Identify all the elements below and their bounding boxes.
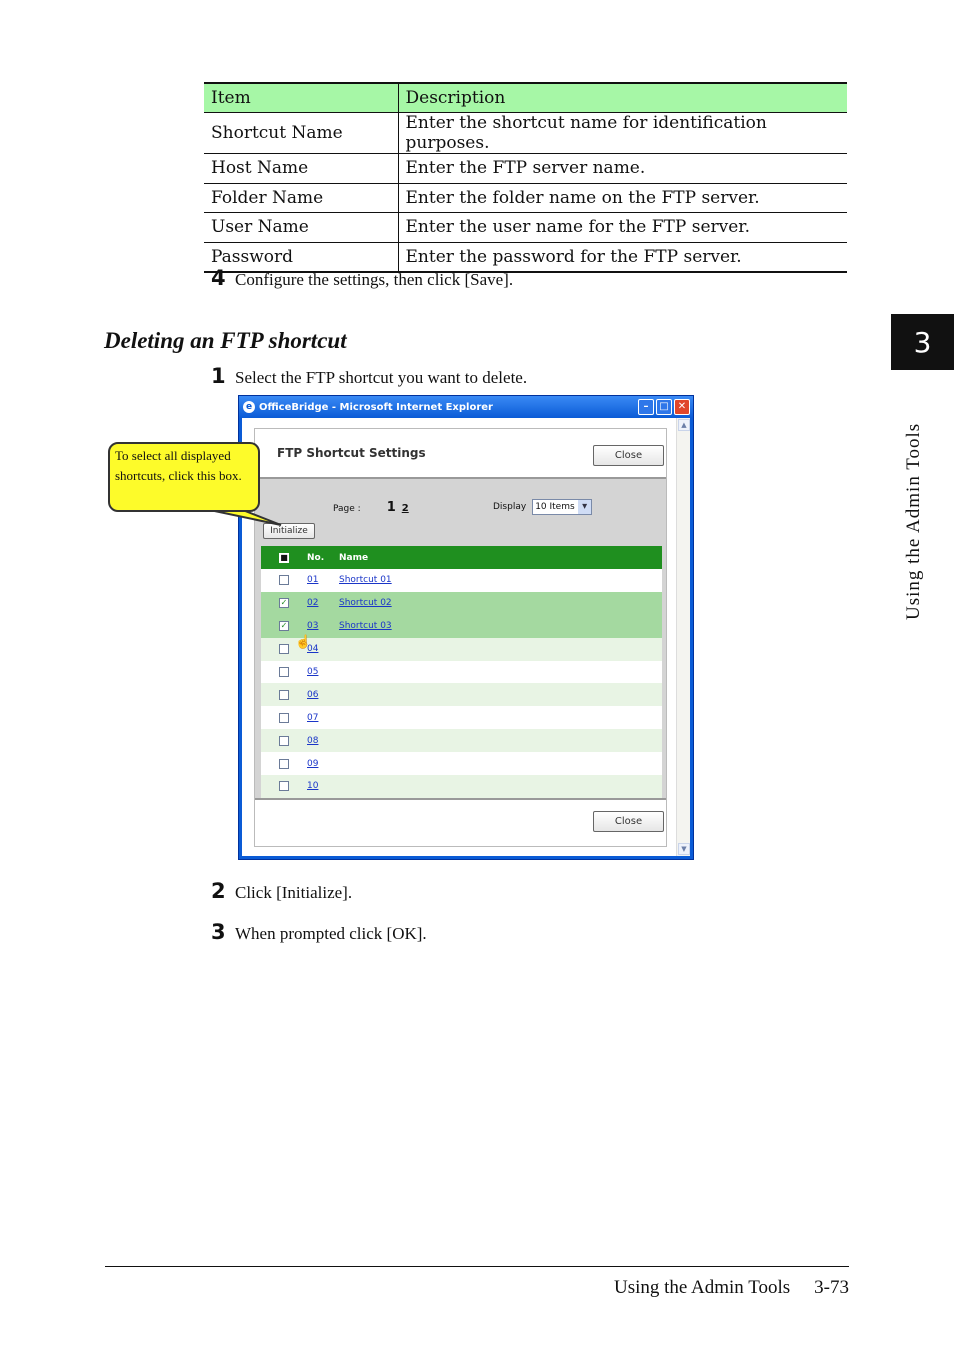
col-name: Name	[339, 552, 369, 563]
callout-note: To select all displayed shortcuts, click this box.	[108, 442, 260, 512]
row-checkbox[interactable]	[279, 690, 289, 700]
list-item	[261, 569, 662, 592]
row-description: Enter the user name for the FTP server.	[398, 213, 847, 243]
step-1	[211, 364, 527, 388]
list-item	[261, 683, 662, 706]
row-description: Enter the folder name on the FTP server.	[398, 183, 847, 213]
table-header-row	[204, 83, 847, 113]
footer-section: Using the Admin Tools	[613, 1277, 791, 1298]
list-item	[261, 661, 662, 684]
row-no-link[interactable]: 02	[307, 598, 319, 609]
display-selector	[493, 499, 592, 515]
window-controls	[638, 399, 690, 415]
minimize-icon[interactable]: –	[638, 399, 654, 415]
row-checkbox[interactable]	[279, 713, 289, 723]
row-no-link[interactable]: 01	[307, 575, 319, 586]
window-titlebar	[239, 396, 693, 418]
vertical-scrollbar[interactable]	[676, 418, 690, 856]
close-button-bottom[interactable]: Close	[593, 811, 664, 832]
scroll-up-icon[interactable]: ▲	[678, 419, 690, 431]
table-row	[204, 154, 847, 184]
row-checkbox[interactable]	[279, 736, 289, 746]
header-description: Description	[398, 83, 847, 113]
shortcut-list	[261, 546, 662, 798]
page-number: 3-73	[814, 1277, 849, 1298]
list-item	[261, 729, 662, 752]
row-checkbox[interactable]	[279, 644, 289, 654]
row-no-link[interactable]: 09	[307, 758, 319, 769]
table-row	[204, 183, 847, 213]
step-number: 1	[211, 364, 226, 388]
row-checkbox[interactable]	[279, 759, 289, 769]
row-item: Shortcut Name	[204, 113, 398, 154]
section-title: Deleting an FTP shortcut	[104, 328, 347, 353]
page-2-link[interactable]: 2	[401, 503, 409, 514]
row-item: Host Name	[204, 154, 398, 184]
step-number: 2	[211, 879, 226, 903]
row-checkbox[interactable]	[279, 667, 289, 677]
step-text: Configure the settings, then click [Save].	[235, 270, 514, 289]
header-item: Item	[204, 83, 398, 113]
step-number: 4	[211, 266, 226, 290]
list-item	[261, 592, 662, 615]
list-item	[261, 615, 662, 638]
row-description: Enter the FTP server name.	[398, 154, 847, 184]
pagination	[333, 500, 409, 515]
row-no-link[interactable]: 03	[307, 621, 319, 632]
step-text: Select the FTP shortcut you want to delete.	[235, 368, 528, 387]
table-row	[204, 113, 847, 154]
display-select[interactable]: 10 Items ▾	[532, 499, 592, 515]
row-checkbox[interactable]: ✓	[280, 621, 288, 631]
close-icon[interactable]: ✕	[674, 399, 690, 415]
step-text: When prompted click [OK].	[235, 924, 427, 943]
ie-icon: e	[243, 401, 255, 413]
row-item: User Name	[204, 213, 398, 243]
scroll-down-icon[interactable]: ▼	[678, 843, 690, 855]
list-item	[261, 638, 662, 661]
row-no-link[interactable]: 04	[307, 644, 319, 655]
step-2	[211, 879, 352, 903]
row-no-link[interactable]: 06	[307, 689, 319, 700]
chapter-tab: 3	[891, 314, 954, 370]
step-text: Click [Initialize].	[235, 883, 353, 902]
initialize-button-top[interactable]: Initialize	[263, 523, 315, 539]
list-item	[261, 775, 662, 798]
col-no: No.	[307, 552, 325, 563]
select-all-checkbox[interactable]: ■	[280, 552, 288, 562]
row-checkbox[interactable]: ✓	[280, 598, 288, 608]
list-item	[261, 752, 662, 775]
close-button-top[interactable]: Close	[593, 445, 664, 466]
hand-cursor-icon: ☝	[295, 635, 312, 650]
step-4	[211, 266, 513, 290]
row-no-link[interactable]: 07	[307, 712, 319, 723]
row-name-link[interactable]: Shortcut 03	[339, 621, 392, 632]
ftp-settings-panel	[254, 428, 667, 847]
row-description: Enter the password for the FTP server.	[398, 242, 847, 272]
row-name-link[interactable]: Shortcut 02	[339, 598, 392, 609]
list-item	[261, 706, 662, 729]
window-title: OfficeBridge - Microsoft Internet Explorer	[259, 401, 493, 413]
row-no-link[interactable]: 10	[307, 781, 319, 792]
footer-divider	[105, 1266, 849, 1267]
page-footer	[614, 1277, 849, 1299]
row-checkbox[interactable]	[279, 781, 289, 791]
panel-footer	[255, 798, 666, 846]
display-label: Display	[493, 502, 527, 512]
table-row	[204, 213, 847, 243]
item-description-table	[204, 82, 847, 273]
current-page: 1	[386, 500, 396, 515]
window-client	[242, 418, 690, 856]
row-description: Enter the shortcut name for identification purposes.	[398, 113, 847, 154]
row-no-link[interactable]: 08	[307, 735, 319, 746]
browser-window	[238, 395, 694, 860]
chapter-side-label: Using the Admin Tools	[903, 422, 924, 620]
row-checkbox[interactable]	[279, 575, 289, 585]
step-number: 3	[211, 920, 226, 944]
page-label: Page :	[333, 504, 361, 514]
panel-header	[255, 429, 666, 479]
maximize-icon[interactable]: □	[656, 399, 672, 415]
row-item: Password	[204, 242, 398, 272]
row-item: Folder Name	[204, 183, 398, 213]
row-name-link[interactable]: Shortcut 01	[339, 575, 392, 586]
row-no-link[interactable]: 05	[307, 667, 319, 677]
list-header	[261, 546, 662, 569]
step-3	[211, 920, 427, 944]
panel-title: FTP Shortcut Settings	[277, 446, 426, 460]
